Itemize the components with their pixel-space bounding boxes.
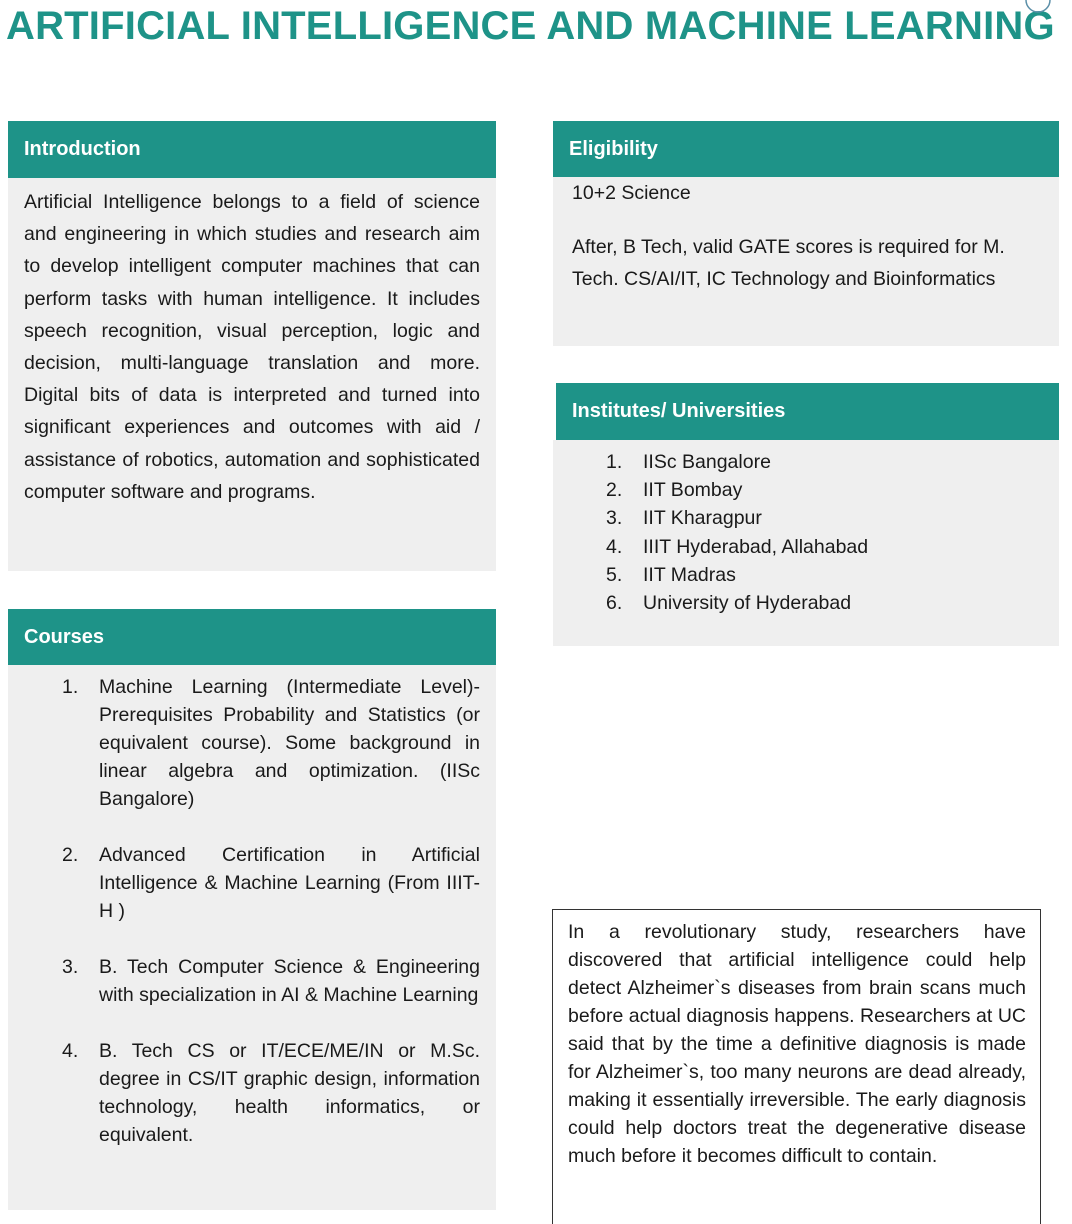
institute-name: IISc Bangalore xyxy=(643,451,771,473)
introduction-header xyxy=(8,121,496,178)
institute-name: IIT Bombay xyxy=(643,479,743,502)
page-title: ARTIFICIAL INTELLIGENCE AND MACHINE LEARNING xyxy=(6,4,1055,48)
course-number: 2. xyxy=(62,844,79,866)
course-item xyxy=(8,1037,496,1149)
courses-heading: Courses xyxy=(24,626,105,648)
institute-number: 3. xyxy=(606,507,623,530)
institute-name: IIT Kharagpur xyxy=(643,507,762,530)
institute-name: IIT Madras xyxy=(643,563,736,586)
institutes-header xyxy=(556,383,1059,440)
eligibility-panel xyxy=(553,177,1059,346)
institute-name: IIIT Hyderabad, Allahabad xyxy=(643,535,869,558)
course-item xyxy=(8,673,496,813)
eligibility-heading: Eligibility xyxy=(569,138,658,160)
eligibility-header xyxy=(553,121,1059,178)
course-list xyxy=(8,673,496,1177)
course-number: 4. xyxy=(62,1040,79,1062)
introduction-body: Artificial Intelligence belongs to a field of science and engineering in which studies and research aim to develop intelligent computer machines that can perform tasks with human intelligence. It includes speech recognition, visual perception, logic and decision, multi-language translation and more. Digital bits of data is interpreted and turned into significant experiences and outcomes with aid / assistance of robotics, automation and sophisticated computer software and programs. xyxy=(24,191,480,503)
eligibility-requirement-gate: After, B Tech, valid GATE scores is required for M. Tech. CS/AI/IT, IC Technology and Bioinformatics xyxy=(572,236,1005,290)
institute-name: University of Hyderabad xyxy=(643,591,852,614)
courses-panel xyxy=(8,665,496,1210)
course-item xyxy=(8,953,496,1009)
introduction-panel xyxy=(8,178,496,571)
introduction-heading: Introduction xyxy=(24,138,141,160)
course-item xyxy=(8,841,496,925)
institutes-panel xyxy=(553,440,1059,646)
institute-number: 2. xyxy=(606,479,623,502)
course-text: Advanced Certification in Artificial Intelligence & Machine Learning (From IIIT-H ) xyxy=(99,844,480,922)
eligibility-requirement-school: 10+2 Science xyxy=(572,182,691,204)
course-number: 3. xyxy=(62,956,79,978)
institute-number: 5. xyxy=(606,563,623,586)
decorative-circle-icon xyxy=(1024,0,1052,14)
institute-number: 6. xyxy=(606,591,623,614)
course-text: B. Tech CS or IT/ECE/ME/IN or M.Sc. degree in CS/IT graphic design, information technology, health informatics, or equivalent. xyxy=(99,1040,480,1146)
courses-header xyxy=(8,609,496,666)
institute-number: 4. xyxy=(606,535,623,558)
institutes-heading: Institutes/ Universities xyxy=(572,400,786,422)
institute-number: 1. xyxy=(606,451,623,473)
course-number: 1. xyxy=(62,676,79,698)
course-text: Machine Learning (Intermediate Level)- Prerequisites Probability and Statistics (or equivalent course). Some background in linear algebra and optimization. (IISc Bangalore) xyxy=(99,676,480,810)
course-text: B. Tech Computer Science & Engineering with specialization in AI & Machine Learning xyxy=(99,956,480,1006)
news-body: In a revolutionary study, researchers have discovered that artificial intelligence could help detect Alzheimer`s diseases from brain scans much before actual diagnosis happens. Researchers at UC said that by the time a definitive diagnosis is made for Alzheimer`s, too many neurons are dead already, making it essentially irreversible. The early diagnosis could help doctors treat the degenerative disease much before it becomes difficult to contain. xyxy=(568,921,1026,1167)
news-box xyxy=(552,909,1041,1224)
